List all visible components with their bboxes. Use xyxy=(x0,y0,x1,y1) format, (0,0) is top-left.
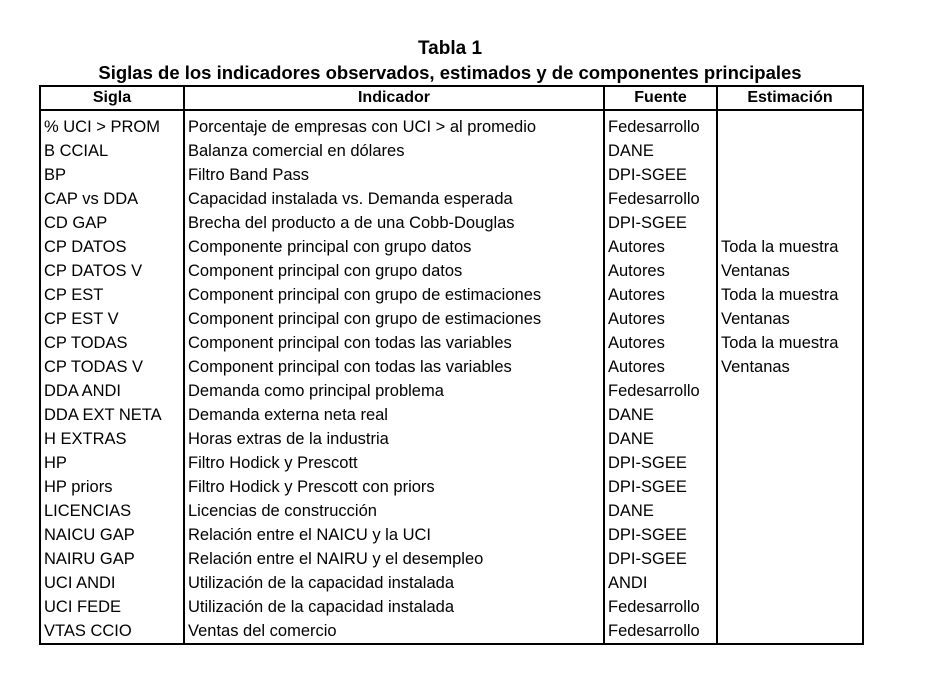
cell-estimacion: Ventanas xyxy=(717,259,863,283)
cell-indicador: Utilización de la capacidad instalada xyxy=(184,595,604,619)
cell-fuente: DPI-SGEE xyxy=(604,163,717,187)
table-row xyxy=(40,307,863,331)
cell-indicador: Component principal con grupo datos xyxy=(184,259,604,283)
cell-indicador: Component principal con todas las variables xyxy=(184,355,604,379)
cell-indicador: Demanda como principal problema xyxy=(184,379,604,403)
cell-sigla: NAIRU GAP xyxy=(40,547,184,571)
cell-indicador: Utilización de la capacidad instalada xyxy=(184,571,604,595)
table-row xyxy=(40,331,863,355)
cell-indicador: Relación entre el NAIRU y el desempleo xyxy=(184,547,604,571)
cell-fuente: ANDI xyxy=(604,571,717,595)
cell-estimacion xyxy=(717,595,863,619)
table-row xyxy=(40,163,863,187)
table-row xyxy=(40,211,863,235)
cell-sigla: CD GAP xyxy=(40,211,184,235)
table-row xyxy=(40,427,863,451)
cell-estimacion xyxy=(717,547,863,571)
cell-indicador: Brecha del producto a de una Cobb-Douglas xyxy=(184,211,604,235)
table-row xyxy=(40,475,863,499)
cell-fuente: Autores xyxy=(604,331,717,355)
cell-indicador: Component principal con todas las variables xyxy=(184,331,604,355)
table-row xyxy=(40,110,863,139)
cell-fuente: Fedesarrollo xyxy=(604,595,717,619)
cell-fuente: Autores xyxy=(604,259,717,283)
cell-fuente: Fedesarrollo xyxy=(604,379,717,403)
cell-estimacion xyxy=(717,379,863,403)
cell-estimacion xyxy=(717,571,863,595)
cell-indicador: Demanda externa neta real xyxy=(184,403,604,427)
cell-sigla: NAICU GAP xyxy=(40,523,184,547)
cell-indicador: Relación entre el NAICU y la UCI xyxy=(184,523,604,547)
cell-estimacion: Toda la muestra xyxy=(717,331,863,355)
cell-indicador: Component principal con grupo de estimaciones xyxy=(184,283,604,307)
cell-fuente: DANE xyxy=(604,499,717,523)
cell-sigla: CP EST V xyxy=(40,307,184,331)
table-row xyxy=(40,547,863,571)
table-row xyxy=(40,403,863,427)
cell-fuente: DANE xyxy=(604,403,717,427)
cell-sigla: CP TODAS V xyxy=(40,355,184,379)
cell-estimacion: Toda la muestra xyxy=(717,235,863,259)
cell-estimacion xyxy=(717,211,863,235)
cell-sigla: HP xyxy=(40,451,184,475)
cell-fuente: DPI-SGEE xyxy=(604,475,717,499)
header-indicador: Indicador xyxy=(184,86,604,110)
cell-sigla: VTAS CCIO xyxy=(40,619,184,644)
cell-sigla: DDA ANDI xyxy=(40,379,184,403)
cell-indicador: Component principal con grupo de estimaciones xyxy=(184,307,604,331)
cell-fuente: DPI-SGEE xyxy=(604,547,717,571)
table-row xyxy=(40,283,863,307)
table-title: Tabla 1 xyxy=(417,38,483,59)
cell-indicador: Capacidad instalada vs. Demanda esperada xyxy=(184,187,604,211)
cell-indicador: Ventas del comercio xyxy=(184,619,604,644)
table-row xyxy=(40,499,863,523)
cell-fuente: DPI-SGEE xyxy=(604,523,717,547)
indicators-table xyxy=(39,85,864,645)
table-row xyxy=(40,139,863,163)
cell-fuente: DPI-SGEE xyxy=(604,451,717,475)
cell-sigla: BP xyxy=(40,163,184,187)
table-row xyxy=(40,187,863,211)
cell-sigla: LICENCIAS xyxy=(40,499,184,523)
cell-estimacion xyxy=(717,427,863,451)
table-row xyxy=(40,379,863,403)
cell-estimacion: Ventanas xyxy=(717,355,863,379)
cell-indicador: Filtro Hodick y Prescott xyxy=(184,451,604,475)
cell-fuente: Fedesarrollo xyxy=(604,110,717,139)
cell-sigla: CP DATOS V xyxy=(40,259,184,283)
cell-fuente: Autores xyxy=(604,307,717,331)
cell-sigla: CAP vs DDA xyxy=(40,187,184,211)
table-row xyxy=(40,355,863,379)
cell-sigla: HP priors xyxy=(40,475,184,499)
cell-fuente: DANE xyxy=(604,139,717,163)
cell-sigla: CP TODAS xyxy=(40,331,184,355)
cell-fuente: DPI-SGEE xyxy=(604,211,717,235)
cell-estimacion xyxy=(717,619,863,644)
cell-sigla: UCI ANDI xyxy=(40,571,184,595)
cell-estimacion xyxy=(717,187,863,211)
cell-fuente: Autores xyxy=(604,355,717,379)
header-fuente: Fuente xyxy=(604,86,717,110)
cell-fuente: Autores xyxy=(604,283,717,307)
cell-indicador: Componente principal con grupo datos xyxy=(184,235,604,259)
cell-estimacion xyxy=(717,475,863,499)
cell-indicador: Filtro Hodick y Prescott con priors xyxy=(184,475,604,499)
cell-indicador: Licencias de construcción xyxy=(184,499,604,523)
cell-sigla: UCI FEDE xyxy=(40,595,184,619)
cell-sigla: H EXTRAS xyxy=(40,427,184,451)
cell-estimacion: Ventanas xyxy=(717,307,863,331)
cell-fuente: Fedesarrollo xyxy=(604,187,717,211)
header-sigla: Sigla xyxy=(40,86,184,110)
cell-sigla: CP DATOS xyxy=(40,235,184,259)
cell-sigla: DDA EXT NETA xyxy=(40,403,184,427)
cell-fuente: Autores xyxy=(604,235,717,259)
cell-estimacion xyxy=(717,499,863,523)
cell-estimacion xyxy=(717,451,863,475)
cell-sigla: B CCIAL xyxy=(40,139,184,163)
table-row xyxy=(40,571,863,595)
cell-indicador: Balanza comercial en dólares xyxy=(184,139,604,163)
table-body xyxy=(40,110,863,644)
table-header-row xyxy=(40,86,863,110)
table-row xyxy=(40,451,863,475)
cell-estimacion xyxy=(717,163,863,187)
cell-estimacion xyxy=(717,523,863,547)
cell-indicador: Filtro Band Pass xyxy=(184,163,604,187)
cell-estimacion: Toda la muestra xyxy=(717,283,863,307)
header-estimacion: Estimación xyxy=(717,86,863,110)
cell-estimacion xyxy=(717,110,863,139)
cell-indicador: Porcentaje de empresas con UCI > al promedio xyxy=(184,110,604,139)
table-subtitle: Siglas de los indicadores observados, estimados y de componentes principales xyxy=(98,62,802,83)
table-row xyxy=(40,259,863,283)
cell-estimacion xyxy=(717,139,863,163)
cell-fuente: DANE xyxy=(604,427,717,451)
cell-estimacion xyxy=(717,403,863,427)
cell-fuente: Fedesarrollo xyxy=(604,619,717,644)
cell-sigla: % UCI > PROM xyxy=(40,110,184,139)
table-row xyxy=(40,523,863,547)
cell-indicador: Horas extras de la industria xyxy=(184,427,604,451)
table-row xyxy=(40,619,863,644)
table-row xyxy=(40,595,863,619)
table-row xyxy=(40,235,863,259)
cell-sigla: CP EST xyxy=(40,283,184,307)
